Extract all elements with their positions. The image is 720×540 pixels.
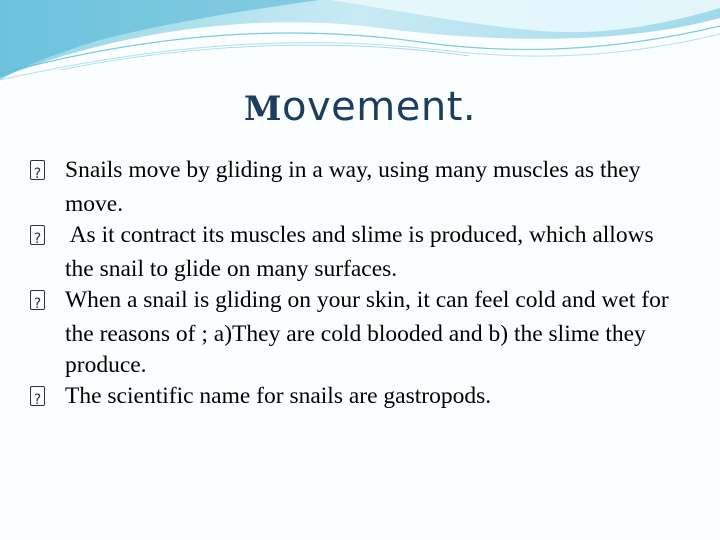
title-first-letter: M <box>243 89 283 129</box>
header-wave-decoration <box>0 0 720 90</box>
bullet-list <box>30 155 680 415</box>
bullet-text: The scientific name for snails are gastropods. <box>65 383 492 409</box>
missing-glyph-bullet-icon <box>30 285 65 319</box>
missing-glyph-bullet-icon <box>30 220 65 254</box>
bullet-text: Snails move by gliding in a way, using many muscles as they move. <box>65 157 641 217</box>
bullet-text: When a snail is gliding on your skin, it can feel cold and wet for the reasons of ; a)They are cold blooded and b) the slime they produce. <box>65 287 669 378</box>
bullet-item <box>30 155 680 220</box>
bullet-item <box>30 381 680 415</box>
bullet-text: As it contract its muscles and slime is produced, which allows the snail to glide on many surfaces. <box>65 222 654 282</box>
slide-title <box>0 84 720 130</box>
missing-glyph-bullet-icon <box>30 381 65 415</box>
bullet-item <box>30 220 680 285</box>
missing-glyph-bullet-icon <box>30 155 65 189</box>
title-rest: ovement. <box>282 84 477 130</box>
bullet-item <box>30 285 680 381</box>
